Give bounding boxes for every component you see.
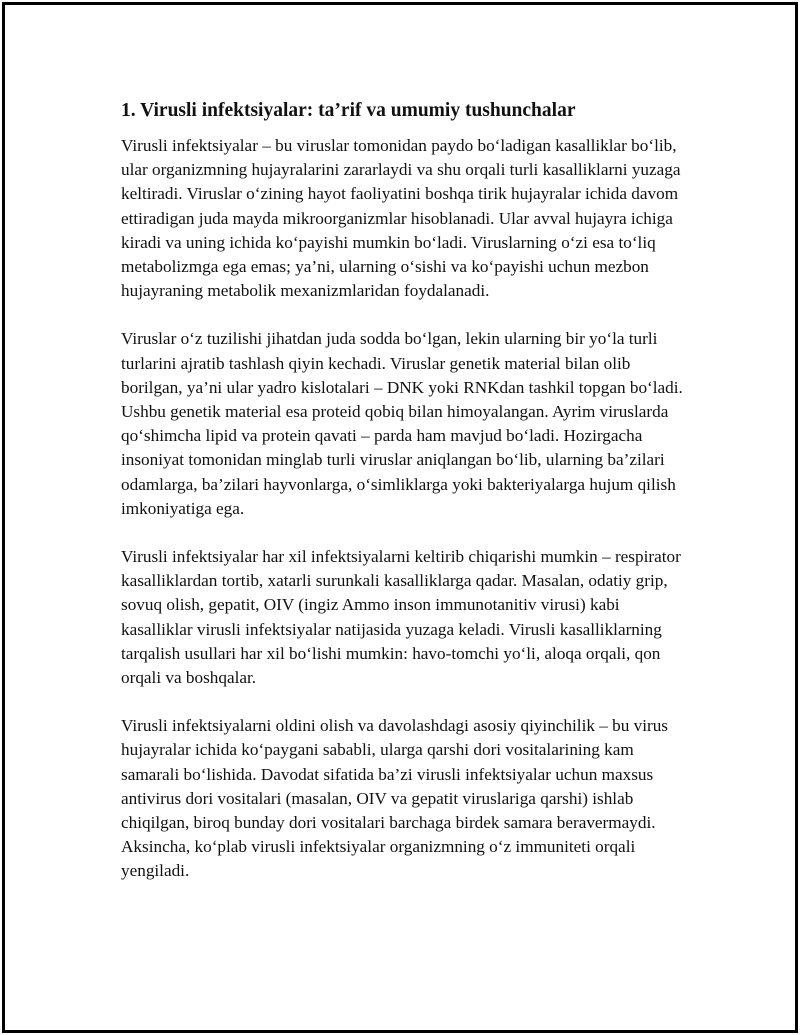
paragraph-treatment: Virusli infektsiyalarni oldini olish va davolashdagi asosiy qiyinchilik – bu virus hujayralar ichida ko‘paygani sababli, ularga qarshi dori vositalarining kam samarali bo‘lishida. Davodat sifatida ba’zi virusli infektsiyalar uchun maxsus antivirus dori vositalari (masalan, OIV va gepatit viruslariga qarshi) ishlab chiqilgan, biroq bunday dori vositalari barchaga birdek samara beravermaydi. Aksincha, ko‘plab virusli infektsiyalar organizmning o‘z immuniteti orqali yengiladi. (121, 716, 668, 881)
section-heading: 1. Virusli infektsiyalar: ta’rif va umumiy tushunchalar (121, 100, 576, 121)
paragraph-structure: Viruslar o‘z tuzilishi jihatdan juda sodda bo‘lgan, lekin ularning bir yo‘la turli turlarini ajratib tashlash qiyin kechadi. Viruslar genetik material bilan olib borilgan, ya’ni ular yadro kislotalari – DNK yoki RNKdan tashkil topgan bo‘ladi. Ushbu genetik material esa proteid qobiq bilan himoyalangan. Ayrim viruslarda qo‘shimcha lipid va protein qavati – parda ham mavjud bo‘ladi. Hozirgacha insoniyat tomonidan minglab turli viruslar aniqlangan bo‘lib, ularning ba’zilari odamlarga, ba’zilari hayvonlarga, o‘simliklarga yoki bakteriyalarga hujum qilish imkoniyatiga ega. (121, 329, 683, 518)
page-frame (2, 2, 798, 1033)
paragraph-definition: Virusli infektsiyalar – bu viruslar tomonidan paydo bo‘ladigan kasalliklar bo‘lib, ular organizmning hujayralarini zararlaydi va shu orqali turli kasalliklarni yuzaga keltiradi. Viruslar o‘zining hayot faoliyatini boshqa tirik hujayralar ichida davom ettiradigan juda mayda mikroorganizmlar hisoblanadi. Ular avval hujayra ichiga kiradi va uning ichida ko‘payishi mumkin bo‘ladi. Viruslarning o‘zi esa to‘liq metabolizmga ega emas; ya’ni, ularning o‘sishi va ko‘payishi uchun mezbon hujayraning metabolik mexanizmlaridan foydalanadi. (121, 136, 681, 301)
document-body (121, 97, 693, 908)
paragraph-diseases: Virusli infektsiyalar har xil infektsiyalarni keltirib chiqarishi mumkin – respirator kasalliklardan tortib, xatarli surunkali kasalliklarga qadar. Masalan, odatiy grip, sovuq olish, gepatit, OIV (ingiz Ammo inson immunotanitiv virusi) kabi kasalliklar virusli infektsiyalar natijasida yuzaga keladi. Virusli kasalliklarning tarqalish usullari har xil bo‘lishi mumkin: havo-tomchi yo‘li, aloqa orqali, qon orqali va boshqalar. (121, 547, 681, 688)
